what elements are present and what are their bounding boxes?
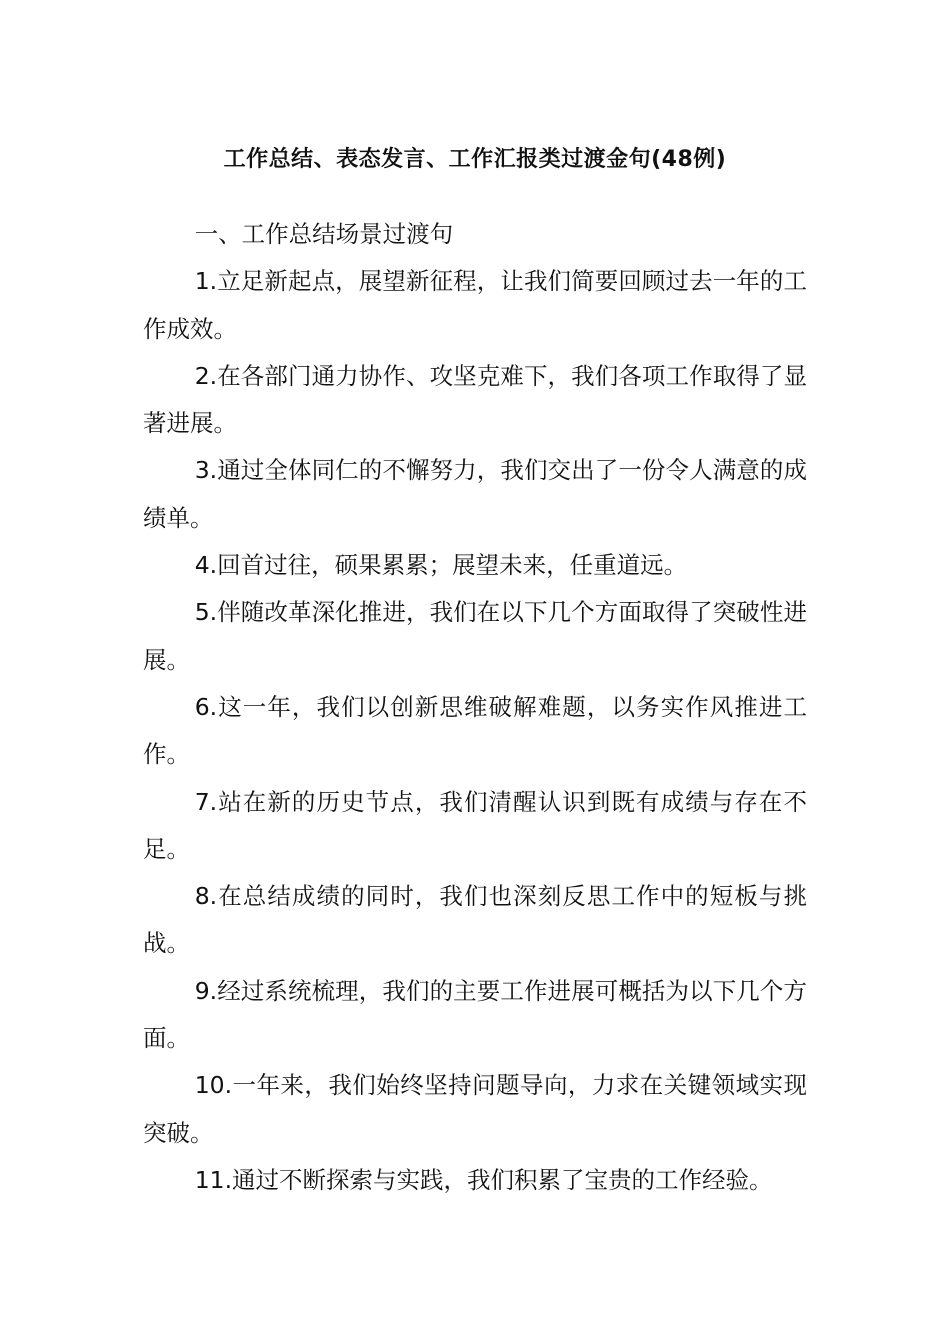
list-item: 1.立足新起点，展望新征程，让我们简要回顾过去一年的工作成效。 bbox=[143, 267, 807, 343]
list-item: 4.回首过往，硕果累累；展望未来，任重道远。 bbox=[194, 551, 688, 580]
section-heading: 一、工作总结场景过渡句 bbox=[194, 220, 454, 248]
list-item: 2.在各部门通力协作、攻坚克难下，我们各项工作取得了显著进展。 bbox=[143, 361, 807, 438]
list-item: 8.在总结成绩的同时，我们也深刻反思工作中的短板与挑战。 bbox=[143, 882, 807, 958]
list-item: 9.经过系统梳理，我们的主要工作进展可概括为以下几个方面。 bbox=[143, 976, 807, 1053]
list-item: 7.站在新的历史节点，我们清醒认识到既有成绩与存在不足。 bbox=[143, 787, 807, 863]
list-item: 6.这一年，我们以创新思维破解难题，以务实作风推进工作。 bbox=[143, 692, 807, 769]
list-item: 10.一年来，我们始终坚持问题导向，力求在关键领域实现突破。 bbox=[143, 1071, 807, 1147]
list-item: 3.通过全体同仁的不懈努力，我们交出了一份令人满意的成绩单。 bbox=[143, 456, 807, 532]
list-item: 5.伴随改革深化推进，我们在以下几个方面取得了突破性进展。 bbox=[143, 598, 807, 674]
document-body bbox=[143, 211, 807, 1204]
list-item: 11.通过不断探索与实践，我们积累了宝贵的工作经验。 bbox=[194, 1165, 773, 1194]
document-title: 工作总结、表态发言、工作汇报类过渡金句(48例) bbox=[223, 147, 727, 172]
